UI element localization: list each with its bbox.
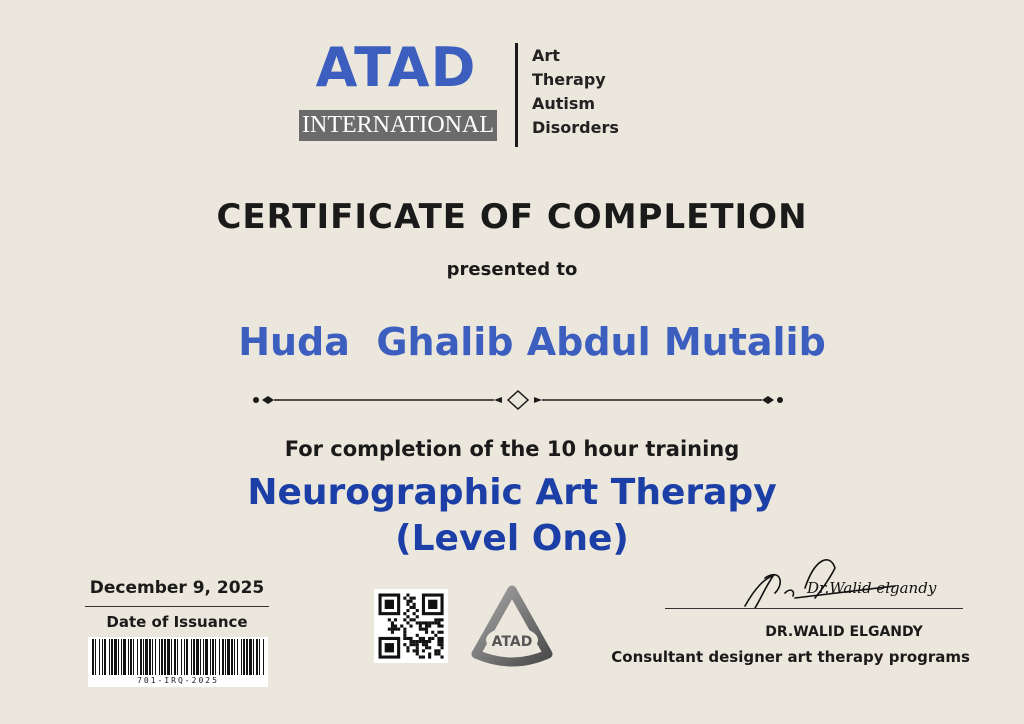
course-name: Neurographic Art Therapy: [247, 472, 777, 513]
qr-code: [374, 589, 448, 663]
logo-divider: [515, 43, 518, 147]
signature-line: [665, 608, 963, 609]
presented-to-label: presented to: [446, 259, 578, 280]
logo-word: Art: [532, 46, 560, 65]
emblem-text: ATAD: [491, 634, 533, 650]
logo-atad-text: ATAD: [315, 36, 477, 99]
logo-word: Therapy: [532, 70, 606, 89]
issuance-date: December 9, 2025: [89, 578, 265, 598]
atad-emblem-logo: [470, 588, 554, 664]
completion-text: For completion of the 10 hour training: [284, 437, 740, 461]
recipient-name: Huda Ghalib Abdul Mutalib: [238, 320, 826, 364]
certificate-title: CERTIFICATE OF COMPLETION: [216, 197, 808, 237]
barcode-number: 701-IRQ-2025: [88, 676, 268, 685]
logo-international-text: INTERNATIONAL: [299, 110, 497, 141]
logo-tagline: [532, 44, 619, 140]
logo-word: Autism: [532, 94, 596, 113]
ornamental-divider: [250, 388, 790, 412]
course-level: (Level One): [395, 518, 629, 559]
signature-text: Dr.Walid elgandy: [807, 579, 937, 597]
date-underline: [85, 606, 269, 607]
issuance-date-label: Date of Issuance: [106, 613, 248, 631]
logo-word: Disorders: [532, 118, 619, 137]
signer-title: Consultant designer art therapy programs: [611, 648, 970, 666]
signer-name: DR.WALID ELGANDY: [765, 624, 923, 640]
